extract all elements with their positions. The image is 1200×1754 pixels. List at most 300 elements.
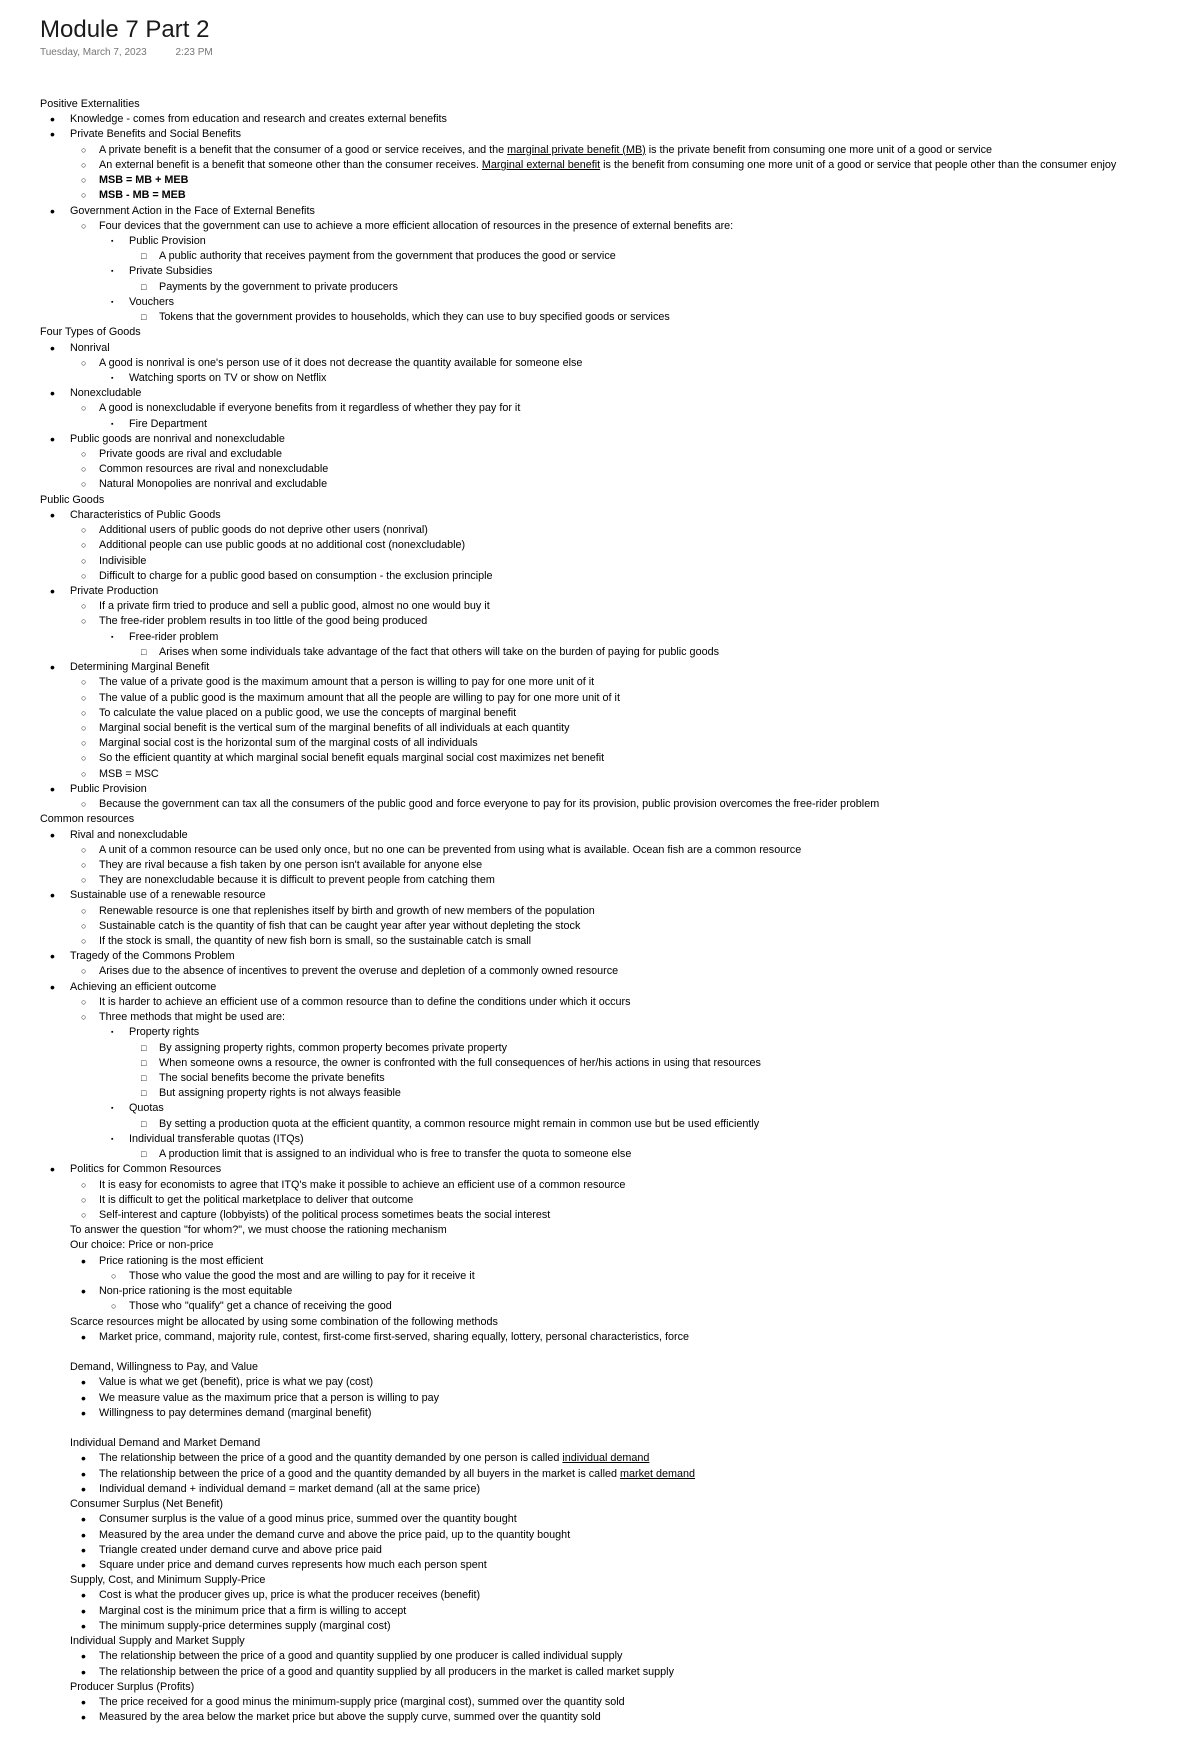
outline-item (40, 1695, 1190, 1710)
line-text: Individual Demand and Market Demand (70, 1437, 261, 1450)
line-text: Nonrival (70, 341, 110, 354)
outline-item (40, 1406, 1190, 1421)
disc-bullet-icon: • (81, 1541, 86, 1558)
circle-bullet-icon: ○ (81, 144, 87, 155)
section-heading (40, 493, 1190, 508)
outline-item (40, 1710, 1190, 1725)
outline-item (40, 1649, 1190, 1664)
blank-line (40, 1421, 1190, 1436)
line-text: The relationship between the price of a good and quantity supplied by one producer is called individual supply (99, 1650, 623, 1663)
text-segment: is the benefit from consuming one more unit of a good or service that people other than the consumer enjoy (600, 158, 1117, 171)
outline-item (40, 1284, 1190, 1299)
outline-item (40, 1193, 1190, 1208)
line-text: Tokens that the government provides to households, which they can use to buy specified goods or services (159, 311, 670, 324)
box-bullet-icon: □ (141, 1088, 147, 1099)
line-text (99, 143, 992, 158)
blank-line (40, 1345, 1190, 1360)
outline-item (40, 873, 1190, 888)
outline-item (40, 1558, 1190, 1573)
line-text: The value of a private good is the maximum amount that a person is willing to pay for one more unit of it (99, 676, 595, 689)
outline-item (40, 1588, 1190, 1603)
line-text: The minimum supply-price determines supply (marginal cost) (99, 1619, 391, 1632)
outline-item (40, 1436, 1190, 1451)
circle-bullet-icon: ○ (81, 525, 87, 536)
line-text: A good is nonexcludable if everyone benefits from it regardless of whether they pay for it (99, 402, 521, 415)
square-bullet-icon: ▪ (111, 420, 114, 428)
line-text: Private Benefits and Social Benefits (70, 128, 242, 141)
outline-item (40, 112, 1190, 127)
outline-item (40, 1299, 1190, 1314)
line-text: A production limit that is assigned to an individual who is free to transfer the quota to someone else (159, 1148, 632, 1161)
square-bullet-icon: ▪ (111, 1029, 114, 1037)
underlined-term: Marginal external benefit (481, 158, 601, 171)
box-bullet-icon: □ (141, 1118, 147, 1129)
circle-bullet-icon: ○ (81, 555, 87, 566)
outline-item (40, 173, 1190, 188)
outline-item (40, 1467, 1190, 1482)
line-text: Achieving an efficient outcome (70, 980, 217, 993)
outline-item (40, 782, 1190, 797)
circle-bullet-icon: ○ (81, 936, 87, 947)
line-text: Knowledge - comes from education and research and creates external benefits (70, 113, 447, 126)
circle-bullet-icon: ○ (81, 190, 87, 201)
line-text: They are nonexcludable because it is difficult to prevent people from catching them (99, 874, 495, 887)
disc-bullet-icon: • (81, 1557, 86, 1573)
line-text: Scarce resources might be allocated by using some combination of the following methods (70, 1315, 498, 1328)
line-text: Free-rider problem (129, 630, 219, 643)
line-text: The relationship between the price of a good and quantity supplied by all producers in the market is called market supply (99, 1665, 674, 1678)
outline-item (40, 1254, 1190, 1269)
disc-bullet-icon: • (50, 978, 55, 995)
line-text: Individual transferable quotas (ITQs) (129, 1132, 304, 1145)
outline-item (40, 462, 1190, 477)
outline-item (40, 264, 1190, 279)
outline-item (40, 477, 1190, 492)
line-text: Positive Externalities (40, 98, 140, 110)
line-text: When someone owns a resource, the owner is confronted with the full consequences of her/his actions in using that resources (159, 1056, 761, 1069)
line-text: Three methods that might be used are: (99, 1011, 286, 1024)
disc-bullet-icon: • (81, 1663, 86, 1680)
line-text: Supply, Cost, and Minimum Supply-Price (70, 1574, 266, 1587)
outline-item (40, 1223, 1190, 1238)
text-segment: A private benefit is a benefit that the consumer of a good or service receives, and the (99, 143, 508, 156)
outline-item (40, 356, 1190, 371)
line-text (99, 1467, 695, 1482)
line-text: Individual demand + individual demand = market demand (all at the same price) (99, 1482, 481, 1495)
circle-bullet-icon: ○ (81, 220, 87, 231)
circle-bullet-icon: ○ (81, 1179, 87, 1190)
outline-item (40, 904, 1190, 919)
line-text: Consumer Surplus (Net Benefit) (70, 1498, 224, 1511)
disc-bullet-icon: • (81, 1526, 86, 1543)
line-text: The free-rider problem results in too little of the good being produced (99, 615, 428, 628)
line-text: Common resources are rival and nonexcludable (99, 463, 329, 476)
disc-bullet-icon: • (81, 1374, 86, 1391)
circle-bullet-icon: ○ (81, 677, 87, 688)
outline-item (40, 980, 1190, 995)
outline-item (40, 371, 1190, 386)
page-date: Tuesday, March 7, 2023 (40, 47, 147, 58)
circle-bullet-icon: ○ (81, 449, 87, 460)
line-text: Additional users of public goods do not deprive other users (nonrival) (99, 524, 428, 537)
outline-item (40, 1315, 1190, 1330)
circle-bullet-icon: ○ (81, 905, 87, 916)
outline-item (40, 1543, 1190, 1558)
outline-item (40, 1208, 1190, 1223)
outline-item (40, 645, 1190, 660)
underlined-term: individual demand (562, 1452, 650, 1465)
text-segment: The relationship between the price of a good and the quantity demanded by one person is called (99, 1452, 563, 1465)
page-title: Module 7 Part 2 (40, 16, 210, 43)
circle-bullet-icon: ○ (81, 707, 87, 718)
circle-bullet-icon: ○ (81, 966, 87, 977)
line-text: Marginal social benefit is the vertical sum of the marginal benefits of all individuals at each quantity (99, 721, 570, 734)
line-text: Private goods are rival and excludable (99, 448, 283, 461)
outline-item (40, 1497, 1190, 1512)
disc-bullet-icon: • (50, 780, 55, 797)
line-text: A public authority that receives payment from the government that produces the good or service (159, 250, 616, 263)
outline-item (40, 751, 1190, 766)
disc-bullet-icon: • (50, 339, 55, 356)
outline-item (40, 1634, 1190, 1649)
outline-item (40, 143, 1190, 158)
disc-bullet-icon: • (50, 1161, 55, 1178)
circle-bullet-icon: ○ (81, 479, 87, 490)
outline-item (40, 1528, 1190, 1543)
line-text: Nonexcludable (70, 387, 142, 400)
outline-item (40, 1056, 1190, 1071)
outline-item (40, 767, 1190, 782)
disc-bullet-icon: • (81, 1648, 86, 1665)
line-text: Government Action in the Face of External Benefits (70, 204, 315, 217)
outline-item (40, 1178, 1190, 1193)
line-text: MSB - MB = MEB (99, 189, 186, 202)
text-segment: The relationship between the price of a good and the quantity demanded by all buyers in the market is called (99, 1467, 620, 1480)
line-text: Triangle created under demand curve and above price paid (99, 1543, 382, 1556)
outline-item (40, 797, 1190, 812)
outline-item (40, 1512, 1190, 1527)
line-text: Indivisible (99, 554, 147, 567)
outline-item (40, 1041, 1190, 1056)
line-text: Property rights (129, 1026, 200, 1039)
line-text: Public goods are nonrival and nonexcludable (70, 432, 285, 445)
disc-bullet-icon: • (81, 1252, 86, 1269)
outline-item (40, 630, 1190, 645)
line-text: If a private firm tried to produce and sell a public good, almost no one would buy it (99, 600, 490, 613)
outline-item (40, 1071, 1190, 1086)
line-text: A unit of a common resource can be used only once, but no one can be prevented from using what is available. Ocean fish are a common resource (99, 843, 802, 856)
circle-bullet-icon: ○ (81, 616, 87, 627)
line-text (99, 1451, 649, 1466)
outline-item (40, 614, 1190, 629)
line-text: Public Provision (70, 782, 147, 795)
line-text: Because the government can tax all the consumers of the public good and force everyone to pay for its provision, public provision overcomes the free-rider problem (99, 798, 880, 811)
line-text: MSB = MSC (99, 767, 159, 780)
outline-item (40, 721, 1190, 736)
square-bullet-icon: ▪ (111, 1135, 114, 1143)
outline-item (40, 219, 1190, 234)
disc-bullet-icon: • (50, 385, 55, 402)
section-heading (40, 812, 1190, 827)
outline-item (40, 280, 1190, 295)
circle-bullet-icon: ○ (81, 753, 87, 764)
line-text: Public Provision (129, 234, 206, 247)
line-text: Renewable resource is one that replenishes itself by birth and growth of new members of the population (99, 904, 595, 917)
outline-item (40, 1132, 1190, 1147)
line-text: If the stock is small, the quantity of new fish born is small, so the sustainable catch is small (99, 935, 532, 948)
text-segment: is the private benefit from consuming one more unit of a good or service (645, 143, 993, 156)
line-text: Market price, command, majority rule, contest, first-come first-served, sharing equally, lottery, personal characteristics, force (99, 1330, 690, 1343)
outline-item (40, 888, 1190, 903)
text-segment: An external benefit is a benefit that someone other than the consumer receives. (99, 158, 482, 171)
line-text: Fire Department (129, 417, 208, 430)
box-bullet-icon: □ (141, 1057, 147, 1068)
outline-item (40, 828, 1190, 843)
outline-item (40, 538, 1190, 553)
line-text: To answer the question "for whom?", we must choose the rationing mechanism (70, 1224, 447, 1237)
line-text: Consumer surplus is the value of a good minus price, summed over the quantity bought (99, 1513, 517, 1526)
outline-item (40, 569, 1190, 584)
circle-bullet-icon: ○ (81, 601, 87, 612)
circle-bullet-icon: ○ (111, 1301, 117, 1312)
outline-item (40, 401, 1190, 416)
outline-item (40, 204, 1190, 219)
line-text: Watching sports on TV or show on Netflix (129, 371, 327, 384)
line-text: Private Subsidies (129, 265, 213, 278)
disc-bullet-icon: • (81, 1511, 86, 1528)
disc-bullet-icon: • (50, 430, 55, 447)
box-bullet-icon: □ (141, 1149, 147, 1160)
disc-bullet-icon: • (50, 887, 55, 904)
outline-item (40, 660, 1190, 675)
outline-item (40, 188, 1190, 203)
line-text: Price rationing is the most efficient (99, 1254, 264, 1267)
square-bullet-icon: ▪ (111, 237, 114, 245)
circle-bullet-icon: ○ (81, 570, 87, 581)
circle-bullet-icon: ○ (81, 692, 87, 703)
disc-bullet-icon: • (50, 506, 55, 523)
circle-bullet-icon: ○ (81, 1012, 87, 1023)
outline-item (40, 234, 1190, 249)
disc-bullet-icon: • (81, 1465, 86, 1482)
outline-item (40, 675, 1190, 690)
outline-item (40, 1269, 1190, 1284)
outline-item (40, 1025, 1190, 1040)
disc-bullet-icon: • (81, 1587, 86, 1604)
underlined-term: market demand (619, 1467, 695, 1480)
outline-item (40, 295, 1190, 310)
outline-item (40, 432, 1190, 447)
line-text: It is harder to achieve an efficient use of a common resource than to define the conditions under which it occurs (99, 995, 631, 1008)
outline-item (40, 341, 1190, 356)
line-text: Sustainable catch is the quantity of fish that can be caught year after year without depleting the stock (99, 919, 581, 932)
circle-bullet-icon: ○ (81, 1209, 87, 1220)
circle-bullet-icon: ○ (81, 722, 87, 733)
circle-bullet-icon: ○ (81, 996, 87, 1007)
outline-item (40, 736, 1190, 751)
line-text: Sustainable use of a renewable resource (70, 889, 266, 902)
outline-item (40, 1162, 1190, 1177)
line-text: To calculate the value placed on a public good, we use the concepts of marginal benefit (99, 706, 517, 719)
line-text: Arises due to the absence of incentives to prevent the overuse and depletion of a commonly owned resource (99, 965, 619, 978)
outline-item (40, 995, 1190, 1010)
line-text: Arises when some individuals take advantage of the fact that others will take on the burden of paying for public goods (159, 645, 719, 658)
disc-bullet-icon: • (81, 1693, 86, 1710)
line-text: By setting a production quota at the efficient quantity, a common resource might remain in common use but be used efficiently (159, 1117, 760, 1130)
line-text: We measure value as the maximum price that a person is willing to pay (99, 1391, 440, 1404)
line-text: Cost is what the producer gives up, price is what the producer receives (benefit) (99, 1589, 481, 1602)
disc-bullet-icon: • (81, 1450, 86, 1467)
line-text (99, 158, 1116, 173)
line-text: Marginal cost is the minimum price that a firm is willing to accept (99, 1604, 407, 1617)
circle-bullet-icon: ○ (81, 859, 87, 870)
outline-item (40, 964, 1190, 979)
line-text: Common resources (40, 813, 135, 826)
line-text: Payments by the government to private producers (159, 280, 398, 293)
line-text: The social benefits become the private benefits (159, 1072, 385, 1084)
outline-item (40, 1330, 1190, 1345)
box-bullet-icon: □ (141, 251, 147, 262)
outline-item (40, 1375, 1190, 1390)
line-text: The price received for a good minus the minimum-supply price (marginal cost), summed over the quantity sold (99, 1695, 625, 1708)
line-text: Individual Supply and Market Supply (70, 1635, 245, 1648)
outline-item (40, 508, 1190, 523)
box-bullet-icon: □ (141, 312, 147, 323)
outline-item (40, 417, 1190, 432)
line-text: The value of a public good is the maximum amount that all the people are willing to pay for one more unit of it (99, 691, 620, 704)
circle-bullet-icon: ○ (81, 844, 87, 855)
line-text: By assigning property rights, common property becomes private property (159, 1041, 508, 1054)
outline-item (40, 584, 1190, 599)
line-text: Quotas (129, 1102, 164, 1115)
circle-bullet-icon: ○ (81, 920, 87, 931)
disc-bullet-icon: • (81, 1404, 86, 1421)
outline-item (40, 1086, 1190, 1101)
line-text: Tragedy of the Commons Problem (70, 950, 235, 963)
outline-item (40, 1117, 1190, 1132)
line-text: It is difficult to get the political marketplace to deliver that outcome (99, 1193, 414, 1206)
outline-item (40, 1604, 1190, 1619)
circle-bullet-icon: ○ (81, 768, 87, 779)
box-bullet-icon: □ (141, 646, 147, 657)
disc-bullet-icon: • (81, 1480, 86, 1497)
line-text: Additional people can use public goods at no additional cost (nonexcludable) (99, 539, 466, 552)
section-heading (40, 97, 1190, 112)
line-text: It is easy for economists to agree that ITQ's make it possible to achieve an efficient use of a common resource (99, 1178, 626, 1191)
outline-item (40, 386, 1190, 401)
outline-item (40, 1147, 1190, 1162)
line-text: Non-price rationing is the most equitable (99, 1285, 293, 1298)
outline-item (40, 691, 1190, 706)
page-metadata (40, 47, 239, 58)
line-text: Difficult to charge for a public good based on consumption - the exclusion principle (99, 569, 493, 582)
outline-item (40, 949, 1190, 964)
disc-bullet-icon: • (50, 202, 55, 219)
outline-item (40, 706, 1190, 721)
line-text: Producer Surplus (Profits) (70, 1680, 195, 1693)
line-text: Measured by the area below the market price but above the supply curve, summed over the quantity sold (99, 1711, 601, 1724)
outline-item (40, 523, 1190, 538)
line-text: Vouchers (129, 295, 175, 308)
circle-bullet-icon: ○ (81, 403, 87, 414)
line-text: Public Goods (40, 493, 105, 506)
outline-item (40, 1680, 1190, 1695)
line-text: Characteristics of Public Goods (70, 508, 221, 521)
outline-item (40, 1101, 1190, 1116)
disc-bullet-icon: • (81, 1602, 86, 1619)
outline-item (40, 310, 1190, 325)
disc-bullet-icon: • (50, 583, 55, 599)
outline-item (40, 1665, 1190, 1680)
outline-item (40, 1573, 1190, 1588)
square-bullet-icon: ▪ (111, 298, 114, 306)
disc-bullet-icon: • (50, 948, 55, 965)
disc-bullet-icon: • (81, 1328, 86, 1345)
underlined-term: marginal private benefit (MB) (507, 143, 646, 156)
line-text: So the efficient quantity at which marginal social benefit equals marginal social cost maximizes net benefit (99, 752, 605, 765)
page-time: 2:23 PM (175, 47, 213, 58)
outline-item (40, 1010, 1190, 1025)
outline-item (40, 843, 1190, 858)
circle-bullet-icon: ○ (81, 1194, 87, 1205)
outline-item (40, 1360, 1190, 1375)
box-bullet-icon: □ (141, 1042, 147, 1053)
outline-item (40, 1451, 1190, 1466)
line-text: Self-interest and capture (lobbyists) of the political process sometimes beats the social interest (99, 1208, 551, 1221)
disc-bullet-icon: • (50, 126, 55, 143)
line-text: Value is what we get (benefit), price is what we pay (cost) (99, 1376, 374, 1389)
notes-body[interactable] (40, 97, 1190, 1725)
disc-bullet-icon: • (81, 1389, 86, 1406)
outline-item (40, 127, 1190, 142)
circle-bullet-icon: ○ (81, 738, 87, 749)
line-text: Natural Monopolies are nonrival and excludable (99, 478, 328, 491)
box-bullet-icon: □ (141, 1073, 147, 1083)
section-heading (40, 325, 1190, 340)
outline-item (40, 1619, 1190, 1634)
line-text: Private Production (70, 585, 159, 597)
circle-bullet-icon: ○ (111, 1270, 117, 1281)
outline-item (40, 554, 1190, 569)
circle-bullet-icon: ○ (81, 540, 87, 551)
disc-bullet-icon: • (50, 659, 55, 676)
line-text: Measured by the area under the demand curve and above the price paid, up to the quantity bought (99, 1528, 571, 1541)
line-text: A good is nonrival is one's person use of it does not decrease the quantity available for someone else (99, 356, 583, 369)
square-bullet-icon: ▪ (111, 268, 114, 276)
circle-bullet-icon: ○ (81, 357, 87, 368)
line-text: Those who "qualify" get a chance of receiving the good (129, 1300, 392, 1313)
outline-item (40, 249, 1190, 264)
outline-item (40, 447, 1190, 462)
circle-bullet-icon: ○ (81, 875, 87, 886)
line-text: They are rival because a fish taken by one person isn't available for anyone else (99, 858, 483, 871)
line-text: MSB = MB + MEB (99, 174, 189, 187)
line-text: Willingness to pay determines demand (marginal benefit) (99, 1406, 372, 1419)
disc-bullet-icon: • (81, 1283, 86, 1300)
outline-item (40, 934, 1190, 949)
line-text: But assigning property rights is not always feasible (159, 1087, 401, 1100)
outline-item (40, 1238, 1190, 1253)
line-text: Those who value the good the most and are willing to pay for it receive it (129, 1269, 475, 1282)
line-text: Rival and nonexcludable (70, 828, 188, 841)
outline-item (40, 599, 1190, 614)
disc-bullet-icon: • (50, 826, 55, 843)
square-bullet-icon: ▪ (111, 374, 114, 382)
line-text: Square under price and demand curves represents how much each person spent (99, 1559, 487, 1571)
outline-item (40, 158, 1190, 173)
disc-bullet-icon: • (50, 111, 55, 128)
circle-bullet-icon: ○ (81, 464, 87, 475)
